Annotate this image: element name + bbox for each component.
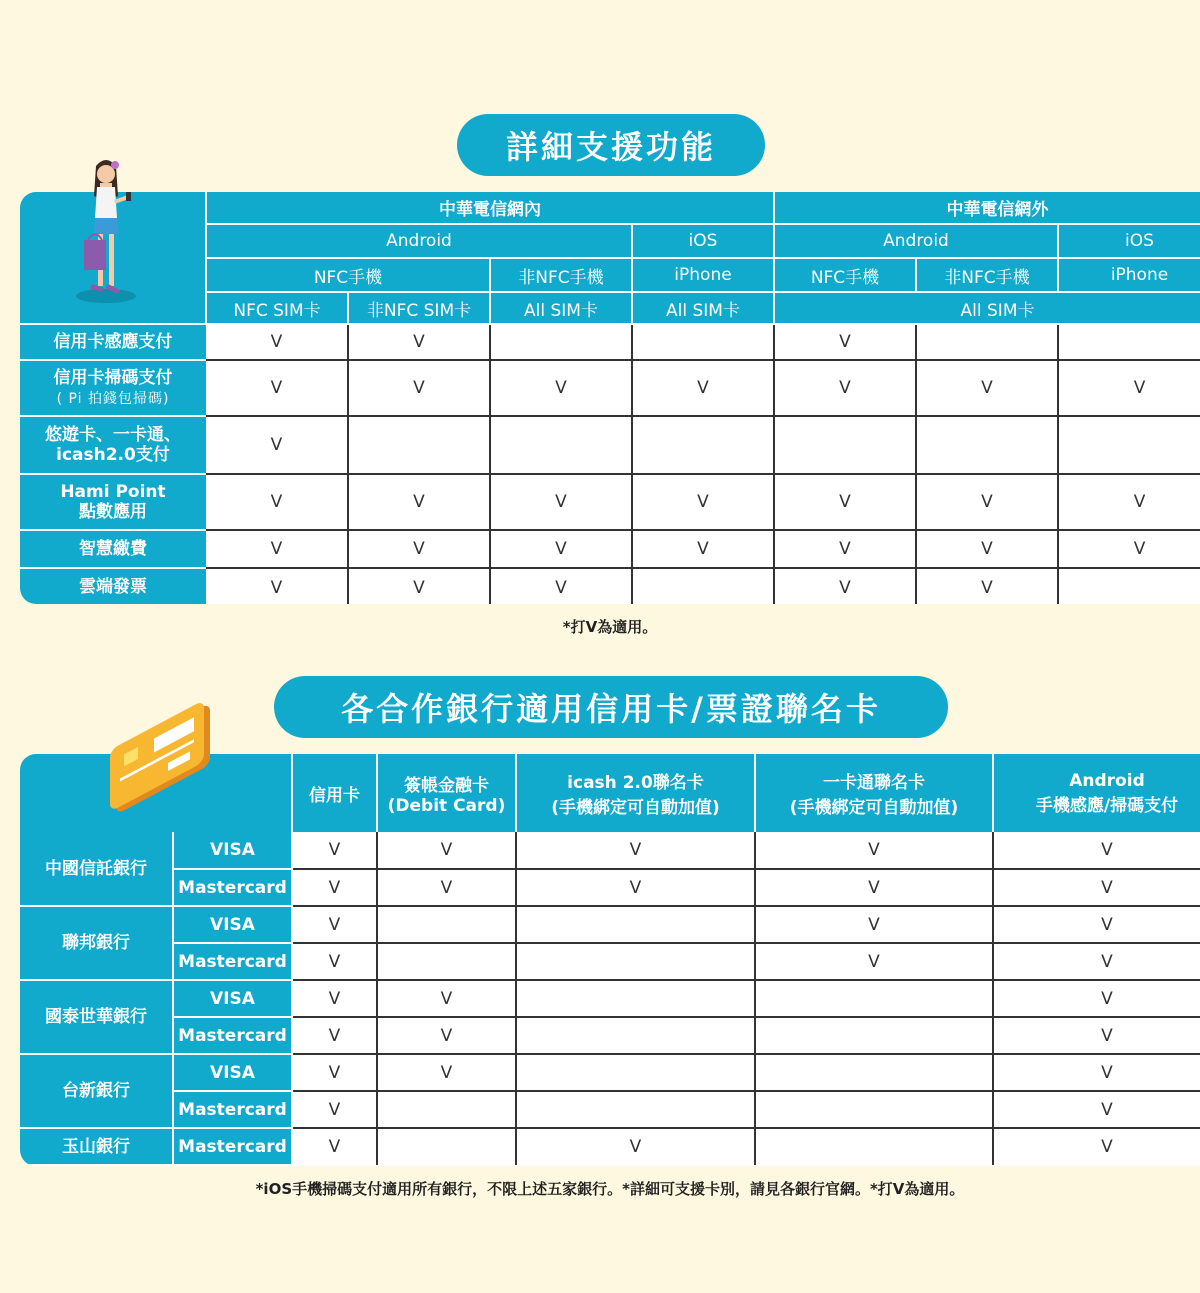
bank-card-row	[20, 906, 1200, 943]
bank-support-cell: V	[516, 869, 755, 906]
bank-support-cell: V	[292, 1017, 377, 1054]
feature-label-line1: 信用卡感應支付	[53, 332, 173, 352]
support-cell: V	[632, 474, 774, 530]
feature-label	[20, 530, 206, 568]
support-features-table-panel	[20, 192, 1200, 604]
support-cell: V	[348, 324, 490, 360]
support-cell: V	[1058, 360, 1200, 416]
card-network: VISA	[173, 906, 292, 943]
support-cell	[1058, 416, 1200, 474]
bank-support-cell: V	[755, 869, 993, 906]
support-cell: V	[632, 530, 774, 568]
bank-support-cell	[377, 1128, 516, 1165]
feature-label	[20, 416, 206, 474]
bank-support-cell	[755, 1091, 993, 1128]
bank-support-cell	[377, 943, 516, 980]
header-ios-out: iOS	[1058, 224, 1200, 258]
bank-support-cell: V	[993, 1054, 1200, 1091]
col-ipass-line1: 一卡通聯名卡	[823, 773, 925, 793]
feature-label-line1: 雲端發票	[79, 577, 147, 597]
card-network: Mastercard	[173, 1017, 292, 1054]
card-network: Mastercard	[173, 1091, 292, 1128]
support-cell: V	[206, 360, 348, 416]
bank-support-cell	[755, 1128, 993, 1165]
col-debit-line1: 簽帳金融卡	[404, 775, 489, 796]
bank-support-cell	[755, 1017, 993, 1054]
feature-row	[20, 324, 1200, 360]
bank-support-cell: V	[755, 906, 993, 943]
support-cell: V	[348, 530, 490, 568]
feature-label-line1: 信用卡掃碼支付	[53, 367, 173, 388]
col-android-line1: Android	[1069, 770, 1145, 791]
feature-label-line2: 點數應用	[79, 502, 147, 522]
feature-label	[20, 568, 206, 604]
support-cell: V	[774, 324, 916, 360]
bank-support-cell: V	[516, 1128, 755, 1165]
bank-name: 國泰世華銀行	[20, 980, 173, 1054]
section2-title: 各合作銀行適用信用卡/票證聯名卡	[274, 676, 948, 738]
bank-support-cell: V	[993, 1128, 1200, 1165]
header-iphone-in: iPhone	[632, 258, 774, 292]
bank-card-row	[20, 980, 1200, 1017]
support-cell	[1058, 324, 1200, 360]
bank-card-row	[20, 943, 1200, 980]
col-debit-line2: (Debit Card)	[387, 795, 506, 816]
bank-card-row	[20, 1054, 1200, 1091]
support-cell: V	[490, 360, 632, 416]
header-non-nfc-phone-in: 非NFC手機	[490, 258, 632, 292]
support-cell: V	[774, 360, 916, 416]
bank-support-cell: V	[377, 1017, 516, 1054]
bank-support-cell: V	[292, 980, 377, 1017]
bank-support-cell: V	[292, 1128, 377, 1165]
support-cell	[348, 416, 490, 474]
header-all-sim-1: All SIM卡	[490, 292, 632, 324]
card-network: Mastercard	[173, 943, 292, 980]
header-android-in: Android	[206, 224, 632, 258]
bank-support-cell: V	[755, 832, 993, 869]
support-cell: V	[206, 416, 348, 474]
support-cell: V	[916, 568, 1058, 604]
support-cell: V	[632, 360, 774, 416]
card-network: VISA	[173, 980, 292, 1017]
bank-support-cell: V	[377, 1054, 516, 1091]
feature-row	[20, 416, 1200, 474]
bank-card-row	[20, 1017, 1200, 1054]
support-cell: V	[774, 474, 916, 530]
support-cell	[632, 568, 774, 604]
support-cell	[490, 324, 632, 360]
bank-support-cell: V	[292, 869, 377, 906]
bank-card-row	[20, 869, 1200, 906]
bank-card-row	[20, 1128, 1200, 1165]
support-features-table	[20, 192, 1200, 604]
feature-label	[20, 474, 206, 530]
bank-support-cell: V	[993, 869, 1200, 906]
bank-support-cell: V	[292, 832, 377, 869]
card-network: Mastercard	[173, 869, 292, 906]
header-non-nfc-sim: 非NFC SIM卡	[348, 292, 490, 324]
bank-name: 聯邦銀行	[20, 906, 173, 980]
support-cell: V	[206, 530, 348, 568]
support-cell	[916, 324, 1058, 360]
header-all-sim-3: All SIM卡	[774, 292, 1200, 324]
bank-support-cell	[755, 1054, 993, 1091]
support-cell: V	[916, 530, 1058, 568]
bank-card-row	[20, 1091, 1200, 1128]
bank-name: 玉山銀行	[20, 1128, 173, 1165]
bank-support-cell: V	[755, 943, 993, 980]
col-android-line2: 手機感應/掃碼支付	[1035, 795, 1179, 816]
col-ipass	[755, 754, 993, 832]
bank-support-cell	[516, 1017, 755, 1054]
bank-support-cell	[516, 980, 755, 1017]
feature-label-line2: icash2.0支付	[56, 445, 170, 465]
bank-support-cell	[755, 980, 993, 1017]
header-network-out: 中華電信網外	[774, 192, 1200, 224]
bank-card-row	[20, 832, 1200, 869]
support-cell: V	[490, 530, 632, 568]
feature-label-line1: Hami Point	[60, 482, 166, 502]
credit-card-illustration	[106, 692, 218, 828]
feature-label-line1: 悠遊卡、一卡通、	[45, 425, 181, 445]
support-cell: V	[348, 568, 490, 604]
support-cell: V	[348, 474, 490, 530]
col-icash-line2: (手機綁定可自動加值)	[551, 798, 720, 818]
bank-support-cell: V	[993, 980, 1200, 1017]
bank-support-cell: V	[292, 906, 377, 943]
header-nfc-sim: NFC SIM卡	[206, 292, 348, 324]
support-cell: V	[206, 474, 348, 530]
card-network: Mastercard	[173, 1128, 292, 1165]
header-non-nfc-phone-out: 非NFC手機	[916, 258, 1058, 292]
support-cell: V	[916, 474, 1058, 530]
bank-support-cell: V	[516, 832, 755, 869]
bank-support-cell: V	[993, 943, 1200, 980]
feature-label-sub: ( Pi 拍錢包掃碼)	[56, 390, 170, 407]
header-all-sim-2: All SIM卡	[632, 292, 774, 324]
bank-support-cell	[516, 1091, 755, 1128]
col-android	[993, 754, 1200, 832]
feature-label	[20, 324, 206, 360]
support-cell: V	[774, 568, 916, 604]
bank-name: 中國信託銀行	[20, 832, 173, 906]
col-ipass-line2: (手機綁定可自動加值)	[789, 798, 959, 818]
bank-support-cell: V	[292, 1091, 377, 1128]
support-cell: V	[490, 568, 632, 604]
support-cell	[490, 416, 632, 474]
header-network-in: 中華電信網內	[206, 192, 774, 224]
shopper-illustration	[70, 156, 142, 310]
section1-note: *打V為適用。	[562, 618, 658, 636]
feature-row	[20, 568, 1200, 604]
col-icash-line1: icash 2.0聯名卡	[567, 773, 704, 793]
bank-support-cell: V	[377, 980, 516, 1017]
support-cell: V	[1058, 530, 1200, 568]
header-nfc-phone-out: NFC手機	[774, 258, 916, 292]
support-cell: V	[1058, 474, 1200, 530]
support-cell: V	[774, 530, 916, 568]
support-cell: V	[348, 360, 490, 416]
section1-title: 詳細支援功能	[457, 114, 765, 176]
col-icash	[516, 754, 755, 832]
bank-support-cell: V	[292, 943, 377, 980]
support-cell	[632, 324, 774, 360]
bank-support-cell: V	[993, 1017, 1200, 1054]
bank-support-cell: V	[377, 869, 516, 906]
bank-support-cell	[377, 906, 516, 943]
bank-cards-body	[20, 832, 1200, 1165]
bank-name: 台新銀行	[20, 1054, 173, 1128]
support-cell	[1058, 568, 1200, 604]
header-android-out: Android	[774, 224, 1058, 258]
card-network: VISA	[173, 832, 292, 869]
support-cell: V	[916, 360, 1058, 416]
support-cell	[632, 416, 774, 474]
col-credit: 信用卡	[292, 754, 377, 832]
col-debit	[377, 754, 516, 832]
bank-support-cell: V	[993, 906, 1200, 943]
support-cell	[774, 416, 916, 474]
feature-row	[20, 474, 1200, 530]
bank-support-cell	[516, 943, 755, 980]
support-cell: V	[206, 324, 348, 360]
feature-row	[20, 530, 1200, 568]
support-features-body	[20, 324, 1200, 604]
bank-support-cell	[516, 1054, 755, 1091]
header-iphone-out: iPhone	[1058, 258, 1200, 292]
card-network: VISA	[173, 1054, 292, 1091]
header-nfc-phone-in: NFC手機	[206, 258, 490, 292]
header-ios-in: iOS	[632, 224, 774, 258]
bank-support-cell: V	[292, 1054, 377, 1091]
bank-support-cell: V	[993, 1091, 1200, 1128]
feature-row	[20, 360, 1200, 416]
support-cell	[916, 416, 1058, 474]
section2-note: *iOS手機掃碼支付適用所有銀行，不限上述五家銀行。*詳細可支援卡別，請見各銀行官網。*打V為適用。	[255, 1180, 965, 1198]
bank-support-cell: V	[377, 832, 516, 869]
support-cell: V	[490, 474, 632, 530]
support-cell: V	[206, 568, 348, 604]
bank-support-cell: V	[993, 832, 1200, 869]
bank-support-cell	[377, 1091, 516, 1128]
bank-support-cell	[516, 906, 755, 943]
feature-label-line1: 智慧繳費	[79, 539, 147, 559]
feature-label	[20, 360, 206, 416]
